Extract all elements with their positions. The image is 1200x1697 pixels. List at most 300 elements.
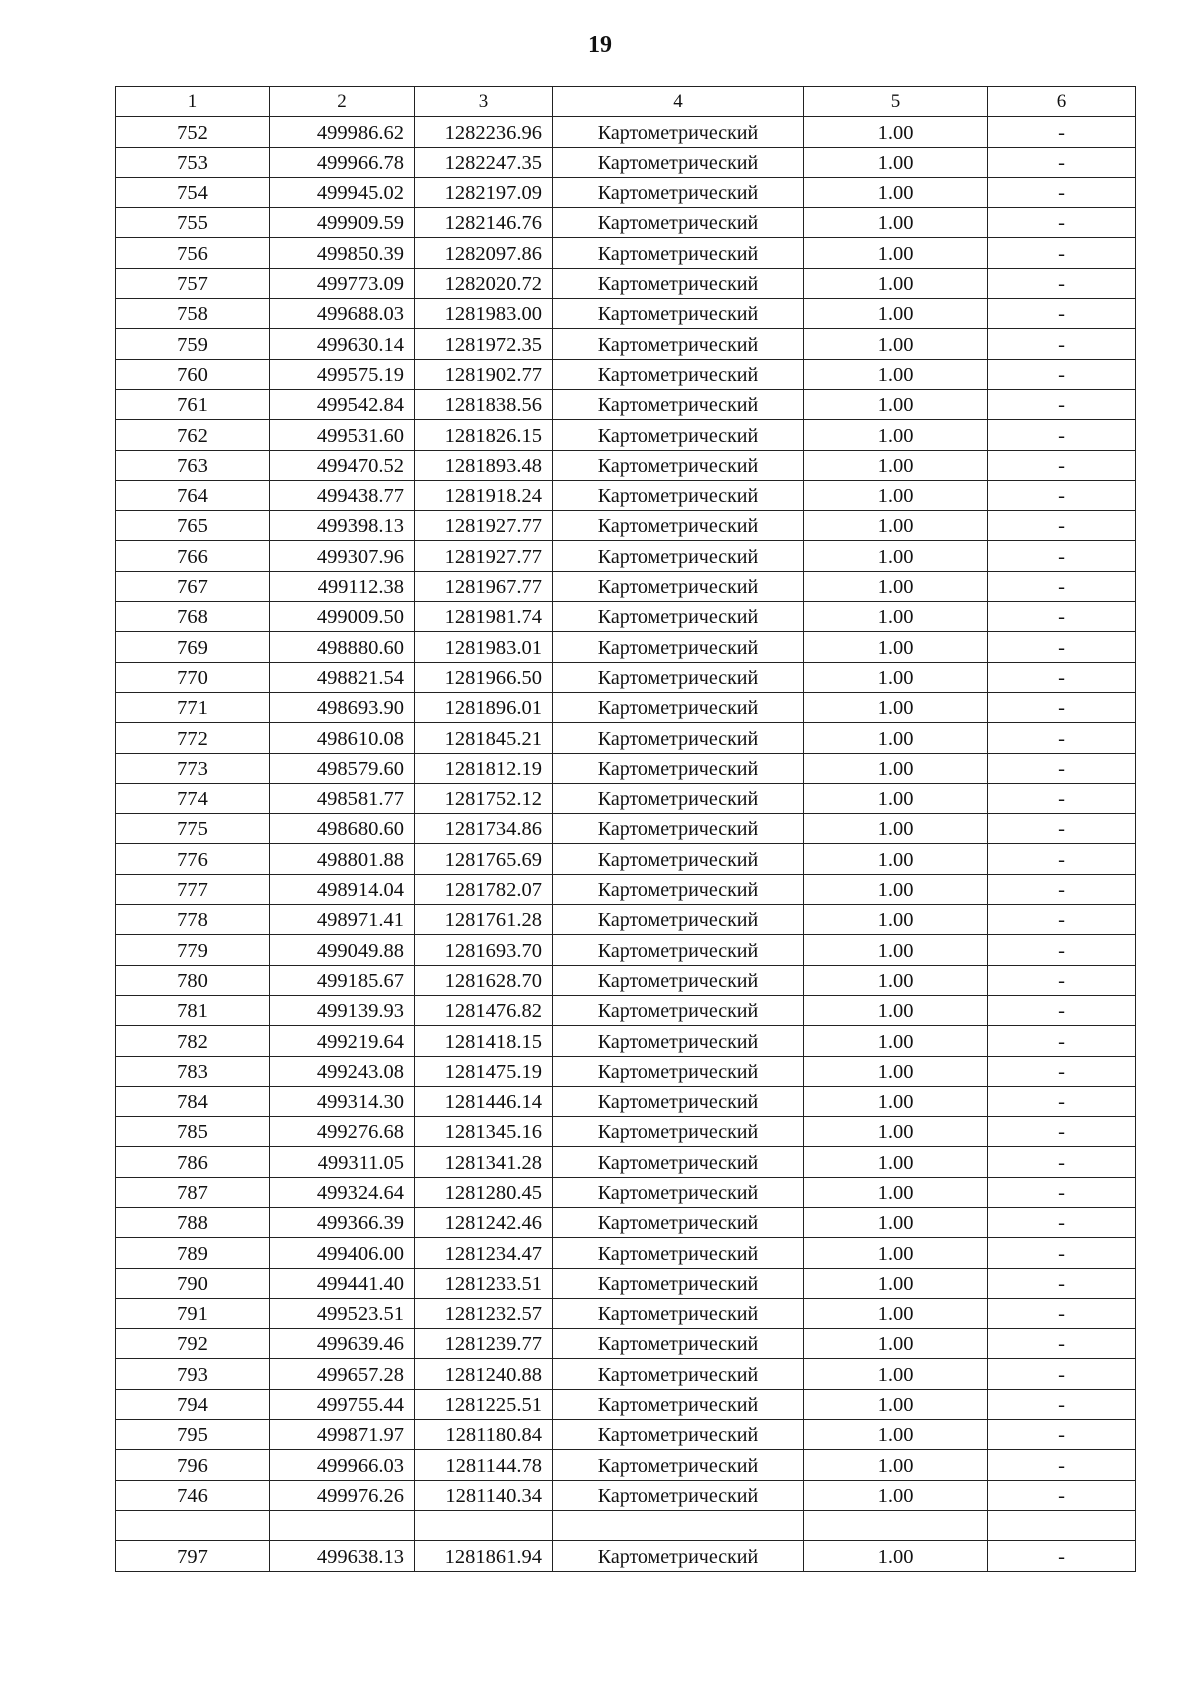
note-cell: - bbox=[988, 329, 1136, 359]
accuracy-cell: 1.00 bbox=[804, 541, 988, 571]
point-number-cell: 781 bbox=[116, 995, 270, 1025]
note-cell: - bbox=[988, 1026, 1136, 1056]
accuracy-cell: 1.00 bbox=[804, 1238, 988, 1268]
note-cell: - bbox=[988, 389, 1136, 419]
method-cell: Картометрический bbox=[553, 299, 804, 329]
note-cell: - bbox=[988, 1086, 1136, 1116]
table-row bbox=[116, 632, 1136, 662]
note-cell: - bbox=[988, 177, 1136, 207]
table-body bbox=[116, 117, 1136, 1571]
x-coordinate-cell: 499307.96 bbox=[270, 541, 415, 571]
table-row bbox=[116, 1117, 1136, 1147]
header-cell-2: 2 bbox=[270, 87, 415, 117]
y-coordinate-cell: 1281180.84 bbox=[415, 1420, 553, 1450]
y-coordinate-cell: 1281144.78 bbox=[415, 1450, 553, 1480]
note-cell: - bbox=[988, 117, 1136, 147]
table-row bbox=[116, 420, 1136, 450]
table-row bbox=[116, 1359, 1136, 1389]
accuracy-cell: 1.00 bbox=[804, 905, 988, 935]
point-number-cell: 794 bbox=[116, 1389, 270, 1419]
method-cell: Картометрический bbox=[553, 571, 804, 601]
method-cell: Картометрический bbox=[553, 1329, 804, 1359]
y-coordinate-cell: 1281812.19 bbox=[415, 753, 553, 783]
table-row bbox=[116, 1329, 1136, 1359]
accuracy-cell: 1.00 bbox=[804, 1117, 988, 1147]
table-row bbox=[116, 844, 1136, 874]
point-number-cell: 761 bbox=[116, 389, 270, 419]
point-number-cell: 771 bbox=[116, 692, 270, 722]
note-cell: - bbox=[988, 541, 1136, 571]
header-cell-5: 5 bbox=[804, 87, 988, 117]
method-cell: Картометрический bbox=[553, 965, 804, 995]
note-cell: - bbox=[988, 571, 1136, 601]
x-coordinate-cell: 499531.60 bbox=[270, 420, 415, 450]
accuracy-cell: 1.00 bbox=[804, 299, 988, 329]
method-cell: Картометрический bbox=[553, 238, 804, 268]
accuracy-cell: 1.00 bbox=[804, 995, 988, 1025]
point-number-cell: 796 bbox=[116, 1450, 270, 1480]
coordinates-table bbox=[115, 86, 1136, 1572]
x-coordinate-cell: 499638.13 bbox=[270, 1541, 415, 1571]
method-cell: Картометрический bbox=[553, 450, 804, 480]
y-coordinate-cell: 1281418.15 bbox=[415, 1026, 553, 1056]
accuracy-cell: 1.00 bbox=[804, 1480, 988, 1510]
x-coordinate-cell: 499871.97 bbox=[270, 1420, 415, 1450]
y-coordinate-cell: 1281476.82 bbox=[415, 995, 553, 1025]
note-cell: - bbox=[988, 692, 1136, 722]
y-coordinate-cell: 1282020.72 bbox=[415, 268, 553, 298]
table-row bbox=[116, 1480, 1136, 1510]
method-cell: Картометрический bbox=[553, 1389, 804, 1419]
note-cell: - bbox=[988, 753, 1136, 783]
method-cell: Картометрический bbox=[553, 602, 804, 632]
x-coordinate-cell: 499966.03 bbox=[270, 1450, 415, 1480]
note-cell: - bbox=[988, 1056, 1136, 1086]
table-row bbox=[116, 602, 1136, 632]
method-cell: Картометрический bbox=[553, 1207, 804, 1237]
table-row bbox=[116, 1147, 1136, 1177]
page-number: 19 bbox=[588, 32, 612, 58]
point-number-cell: 759 bbox=[116, 329, 270, 359]
point-number-cell: 783 bbox=[116, 1056, 270, 1086]
point-number-cell: 753 bbox=[116, 147, 270, 177]
note-cell: - bbox=[988, 208, 1136, 238]
accuracy-cell: 1.00 bbox=[804, 511, 988, 541]
point-number-cell: 792 bbox=[116, 1329, 270, 1359]
accuracy-cell: 1.00 bbox=[804, 177, 988, 207]
method-cell: Картометрический bbox=[553, 1056, 804, 1086]
x-coordinate-cell: 499276.68 bbox=[270, 1117, 415, 1147]
method-cell: Картометрический bbox=[553, 177, 804, 207]
y-coordinate-cell: 1281475.19 bbox=[415, 1056, 553, 1086]
note-cell: - bbox=[988, 480, 1136, 510]
method-cell: Картометрический bbox=[553, 329, 804, 359]
table-row bbox=[116, 1298, 1136, 1328]
point-number-cell: 770 bbox=[116, 662, 270, 692]
y-coordinate-cell: 1281896.01 bbox=[415, 692, 553, 722]
accuracy-cell: 1.00 bbox=[804, 329, 988, 359]
point-number-cell: 782 bbox=[116, 1026, 270, 1056]
header-cell-4: 4 bbox=[553, 87, 804, 117]
accuracy-cell: 1.00 bbox=[804, 1359, 988, 1389]
y-coordinate-cell: 1282146.76 bbox=[415, 208, 553, 238]
y-coordinate-cell: 1281233.51 bbox=[415, 1268, 553, 1298]
method-cell: Картометрический bbox=[553, 147, 804, 177]
x-coordinate-cell: 498610.08 bbox=[270, 723, 415, 753]
point-number-cell: 755 bbox=[116, 208, 270, 238]
accuracy-cell: 1.00 bbox=[804, 1329, 988, 1359]
x-coordinate-cell: 498693.90 bbox=[270, 692, 415, 722]
method-cell: Картометрический bbox=[553, 844, 804, 874]
table-row bbox=[116, 389, 1136, 419]
y-coordinate-cell: 1281240.88 bbox=[415, 1359, 553, 1389]
point-number-cell: 758 bbox=[116, 299, 270, 329]
note-cell: - bbox=[988, 1147, 1136, 1177]
point-number-cell: 780 bbox=[116, 965, 270, 995]
table-row bbox=[116, 177, 1136, 207]
point-number-cell: 767 bbox=[116, 571, 270, 601]
table-row bbox=[116, 329, 1136, 359]
table-row bbox=[116, 753, 1136, 783]
x-coordinate-cell: 498581.77 bbox=[270, 783, 415, 813]
table-row bbox=[116, 511, 1136, 541]
method-cell: Картометрический bbox=[553, 874, 804, 904]
x-coordinate-cell: 499850.39 bbox=[270, 238, 415, 268]
y-coordinate-cell: 1281752.12 bbox=[415, 783, 553, 813]
method-cell: Картометрический bbox=[553, 389, 804, 419]
table-row bbox=[116, 995, 1136, 1025]
y-coordinate-cell: 1281826.15 bbox=[415, 420, 553, 450]
accuracy-cell: 1.00 bbox=[804, 874, 988, 904]
method-cell: Картометрический bbox=[553, 1480, 804, 1510]
x-coordinate-cell: 499314.30 bbox=[270, 1086, 415, 1116]
point-number-cell: 793 bbox=[116, 1359, 270, 1389]
method-cell: Картометрический bbox=[553, 1117, 804, 1147]
accuracy-cell: 1.00 bbox=[804, 1147, 988, 1177]
note-cell: - bbox=[988, 662, 1136, 692]
x-coordinate-cell: 499139.93 bbox=[270, 995, 415, 1025]
note-cell: - bbox=[988, 147, 1136, 177]
accuracy-cell: 1.00 bbox=[804, 1026, 988, 1056]
accuracy-cell: 1.00 bbox=[804, 935, 988, 965]
x-coordinate-cell: 499219.64 bbox=[270, 1026, 415, 1056]
table-row bbox=[116, 723, 1136, 753]
y-coordinate-cell: 1281734.86 bbox=[415, 814, 553, 844]
note-cell: - bbox=[988, 935, 1136, 965]
method-cell: Картометрический bbox=[553, 480, 804, 510]
table-row bbox=[116, 1420, 1136, 1450]
method-cell: Картометрический bbox=[553, 511, 804, 541]
x-coordinate-cell: 498971.41 bbox=[270, 905, 415, 935]
note-cell: - bbox=[988, 1177, 1136, 1207]
accuracy-cell: 1.00 bbox=[804, 602, 988, 632]
y-coordinate-cell: 1281861.94 bbox=[415, 1541, 553, 1571]
x-coordinate-cell: 499398.13 bbox=[270, 511, 415, 541]
note-cell: - bbox=[988, 1541, 1136, 1571]
y-coordinate-cell: 1281893.48 bbox=[415, 450, 553, 480]
x-coordinate-cell: 499630.14 bbox=[270, 329, 415, 359]
note-cell: - bbox=[988, 1420, 1136, 1450]
note-cell: - bbox=[988, 1268, 1136, 1298]
method-cell: Картометрический bbox=[553, 268, 804, 298]
table-row bbox=[116, 935, 1136, 965]
note-cell: - bbox=[988, 511, 1136, 541]
x-coordinate-cell: 499438.77 bbox=[270, 480, 415, 510]
point-number-cell: 762 bbox=[116, 420, 270, 450]
y-coordinate-cell: 1281232.57 bbox=[415, 1298, 553, 1328]
y-coordinate-cell: 1281693.70 bbox=[415, 935, 553, 965]
x-coordinate-cell: 499688.03 bbox=[270, 299, 415, 329]
method-cell: Картометрический bbox=[553, 420, 804, 450]
table-row bbox=[116, 1086, 1136, 1116]
y-coordinate-cell: 1281918.24 bbox=[415, 480, 553, 510]
table-row bbox=[116, 1389, 1136, 1419]
accuracy-cell: 1.00 bbox=[804, 571, 988, 601]
accuracy-cell: 1.00 bbox=[804, 692, 988, 722]
method-cell: Картометрический bbox=[553, 692, 804, 722]
x-coordinate-cell: 499523.51 bbox=[270, 1298, 415, 1328]
x-coordinate-cell bbox=[270, 1510, 415, 1540]
accuracy-cell: 1.00 bbox=[804, 753, 988, 783]
point-number-cell: 790 bbox=[116, 1268, 270, 1298]
accuracy-cell: 1.00 bbox=[804, 147, 988, 177]
method-cell: Картометрический bbox=[553, 814, 804, 844]
header-cell-1: 1 bbox=[116, 87, 270, 117]
accuracy-cell: 1.00 bbox=[804, 662, 988, 692]
point-number-cell: 757 bbox=[116, 268, 270, 298]
note-cell: - bbox=[988, 1207, 1136, 1237]
y-coordinate-cell: 1282247.35 bbox=[415, 147, 553, 177]
y-coordinate-cell: 1281280.45 bbox=[415, 1177, 553, 1207]
point-number-cell: 788 bbox=[116, 1207, 270, 1237]
note-cell: - bbox=[988, 1238, 1136, 1268]
y-coordinate-cell: 1281341.28 bbox=[415, 1147, 553, 1177]
accuracy-cell: 1.00 bbox=[804, 1298, 988, 1328]
x-coordinate-cell: 499470.52 bbox=[270, 450, 415, 480]
x-coordinate-cell: 498801.88 bbox=[270, 844, 415, 874]
y-coordinate-cell: 1281446.14 bbox=[415, 1086, 553, 1116]
note-cell: - bbox=[988, 420, 1136, 450]
table-row bbox=[116, 541, 1136, 571]
table-row bbox=[116, 783, 1136, 813]
note-cell: - bbox=[988, 783, 1136, 813]
accuracy-cell: 1.00 bbox=[804, 814, 988, 844]
x-coordinate-cell: 499112.38 bbox=[270, 571, 415, 601]
y-coordinate-cell: 1281845.21 bbox=[415, 723, 553, 753]
note-cell: - bbox=[988, 723, 1136, 753]
point-number-cell: 754 bbox=[116, 177, 270, 207]
method-cell: Картометрический bbox=[553, 1541, 804, 1571]
method-cell: Картометрический bbox=[553, 1026, 804, 1056]
y-coordinate-cell: 1281838.56 bbox=[415, 389, 553, 419]
table-row bbox=[116, 1238, 1136, 1268]
y-coordinate-cell: 1281628.70 bbox=[415, 965, 553, 995]
accuracy-cell: 1.00 bbox=[804, 1389, 988, 1419]
method-cell: Картометрический bbox=[553, 905, 804, 935]
point-number-cell: 756 bbox=[116, 238, 270, 268]
y-coordinate-cell: 1282236.96 bbox=[415, 117, 553, 147]
point-number-cell bbox=[116, 1510, 270, 1540]
point-number-cell: 764 bbox=[116, 480, 270, 510]
point-number-cell: 784 bbox=[116, 1086, 270, 1116]
method-cell: Картометрический bbox=[553, 359, 804, 389]
x-coordinate-cell: 499542.84 bbox=[270, 389, 415, 419]
table-row bbox=[116, 1268, 1136, 1298]
method-cell: Картометрический bbox=[553, 1450, 804, 1480]
note-cell: - bbox=[988, 995, 1136, 1025]
accuracy-cell: 1.00 bbox=[804, 1177, 988, 1207]
table-row bbox=[116, 1177, 1136, 1207]
y-coordinate-cell: 1281140.34 bbox=[415, 1480, 553, 1510]
point-number-cell: 795 bbox=[116, 1420, 270, 1450]
accuracy-cell: 1.00 bbox=[804, 1207, 988, 1237]
point-number-cell: 768 bbox=[116, 602, 270, 632]
accuracy-cell: 1.00 bbox=[804, 1420, 988, 1450]
accuracy-cell: 1.00 bbox=[804, 1268, 988, 1298]
x-coordinate-cell: 499976.26 bbox=[270, 1480, 415, 1510]
accuracy-cell: 1.00 bbox=[804, 965, 988, 995]
table-row bbox=[116, 208, 1136, 238]
point-number-cell: 778 bbox=[116, 905, 270, 935]
method-cell: Картометрический bbox=[553, 935, 804, 965]
accuracy-cell: 1.00 bbox=[804, 117, 988, 147]
method-cell: Картометрический bbox=[553, 1268, 804, 1298]
table-header-row bbox=[116, 87, 1136, 117]
x-coordinate-cell: 499324.64 bbox=[270, 1177, 415, 1207]
point-number-cell: 789 bbox=[116, 1238, 270, 1268]
point-number-cell: 774 bbox=[116, 783, 270, 813]
x-coordinate-cell: 498880.60 bbox=[270, 632, 415, 662]
method-cell: Картометрический bbox=[553, 1420, 804, 1450]
table-row bbox=[116, 1207, 1136, 1237]
point-number-cell: 746 bbox=[116, 1480, 270, 1510]
point-number-cell: 777 bbox=[116, 874, 270, 904]
y-coordinate-cell: 1281902.77 bbox=[415, 359, 553, 389]
point-number-cell: 787 bbox=[116, 1177, 270, 1207]
y-coordinate-cell: 1281242.46 bbox=[415, 1207, 553, 1237]
table-row bbox=[116, 1056, 1136, 1086]
table-row bbox=[116, 480, 1136, 510]
point-number-cell: 797 bbox=[116, 1541, 270, 1571]
table-row bbox=[116, 1026, 1136, 1056]
method-cell: Картометрический bbox=[553, 1086, 804, 1116]
method-cell: Картометрический bbox=[553, 541, 804, 571]
table-row bbox=[116, 1510, 1136, 1540]
note-cell: - bbox=[988, 602, 1136, 632]
y-coordinate-cell: 1281765.69 bbox=[415, 844, 553, 874]
point-number-cell: 765 bbox=[116, 511, 270, 541]
x-coordinate-cell: 499009.50 bbox=[270, 602, 415, 632]
note-cell: - bbox=[988, 450, 1136, 480]
x-coordinate-cell: 499657.28 bbox=[270, 1359, 415, 1389]
table-row bbox=[116, 814, 1136, 844]
method-cell: Картометрический bbox=[553, 208, 804, 238]
note-cell: - bbox=[988, 268, 1136, 298]
accuracy-cell: 1.00 bbox=[804, 844, 988, 874]
x-coordinate-cell: 499909.59 bbox=[270, 208, 415, 238]
x-coordinate-cell: 499049.88 bbox=[270, 935, 415, 965]
table-row bbox=[116, 662, 1136, 692]
point-number-cell: 760 bbox=[116, 359, 270, 389]
table-row bbox=[116, 692, 1136, 722]
note-cell: - bbox=[988, 238, 1136, 268]
x-coordinate-cell: 499243.08 bbox=[270, 1056, 415, 1086]
point-number-cell: 775 bbox=[116, 814, 270, 844]
y-coordinate-cell: 1281983.01 bbox=[415, 632, 553, 662]
x-coordinate-cell: 499773.09 bbox=[270, 268, 415, 298]
method-cell: Картометрический bbox=[553, 1359, 804, 1389]
y-coordinate-cell: 1281234.47 bbox=[415, 1238, 553, 1268]
accuracy-cell: 1.00 bbox=[804, 783, 988, 813]
note-cell: - bbox=[988, 632, 1136, 662]
header-cell-3: 3 bbox=[415, 87, 553, 117]
note-cell: - bbox=[988, 1298, 1136, 1328]
accuracy-cell: 1.00 bbox=[804, 208, 988, 238]
table-row bbox=[116, 571, 1136, 601]
note-cell: - bbox=[988, 965, 1136, 995]
method-cell: Картометрический bbox=[553, 723, 804, 753]
y-coordinate-cell: 1282097.86 bbox=[415, 238, 553, 268]
accuracy-cell: 1.00 bbox=[804, 420, 988, 450]
x-coordinate-cell: 499755.44 bbox=[270, 1389, 415, 1419]
table-row bbox=[116, 147, 1136, 177]
x-coordinate-cell: 499406.00 bbox=[270, 1238, 415, 1268]
table-row bbox=[116, 1450, 1136, 1480]
x-coordinate-cell: 499311.05 bbox=[270, 1147, 415, 1177]
point-number-cell: 772 bbox=[116, 723, 270, 753]
accuracy-cell: 1.00 bbox=[804, 268, 988, 298]
x-coordinate-cell: 499639.46 bbox=[270, 1329, 415, 1359]
method-cell: Картометрический bbox=[553, 995, 804, 1025]
accuracy-cell: 1.00 bbox=[804, 450, 988, 480]
table-row bbox=[116, 268, 1136, 298]
method-cell: Картометрический bbox=[553, 783, 804, 813]
y-coordinate-cell: 1281983.00 bbox=[415, 299, 553, 329]
x-coordinate-cell: 499966.78 bbox=[270, 147, 415, 177]
note-cell bbox=[988, 1510, 1136, 1540]
point-number-cell: 769 bbox=[116, 632, 270, 662]
note-cell: - bbox=[988, 844, 1136, 874]
y-coordinate-cell: 1281239.77 bbox=[415, 1329, 553, 1359]
note-cell: - bbox=[988, 1480, 1136, 1510]
method-cell: Картометрический bbox=[553, 1147, 804, 1177]
y-coordinate-cell: 1281927.77 bbox=[415, 511, 553, 541]
method-cell: Картометрический bbox=[553, 753, 804, 783]
y-coordinate-cell: 1281981.74 bbox=[415, 602, 553, 632]
method-cell bbox=[553, 1510, 804, 1540]
table-row bbox=[116, 1541, 1136, 1571]
y-coordinate-cell: 1281927.77 bbox=[415, 541, 553, 571]
point-number-cell: 763 bbox=[116, 450, 270, 480]
note-cell: - bbox=[988, 905, 1136, 935]
method-cell: Картометрический bbox=[553, 1177, 804, 1207]
y-coordinate-cell: 1281972.35 bbox=[415, 329, 553, 359]
accuracy-cell: 1.00 bbox=[804, 1541, 988, 1571]
note-cell: - bbox=[988, 1389, 1136, 1419]
y-coordinate-cell: 1281345.16 bbox=[415, 1117, 553, 1147]
accuracy-cell: 1.00 bbox=[804, 632, 988, 662]
note-cell: - bbox=[988, 1359, 1136, 1389]
point-number-cell: 776 bbox=[116, 844, 270, 874]
y-coordinate-cell: 1281782.07 bbox=[415, 874, 553, 904]
x-coordinate-cell: 499185.67 bbox=[270, 965, 415, 995]
table-row bbox=[116, 359, 1136, 389]
note-cell: - bbox=[988, 814, 1136, 844]
table-row bbox=[116, 238, 1136, 268]
note-cell: - bbox=[988, 874, 1136, 904]
table-row bbox=[116, 117, 1136, 147]
note-cell: - bbox=[988, 359, 1136, 389]
